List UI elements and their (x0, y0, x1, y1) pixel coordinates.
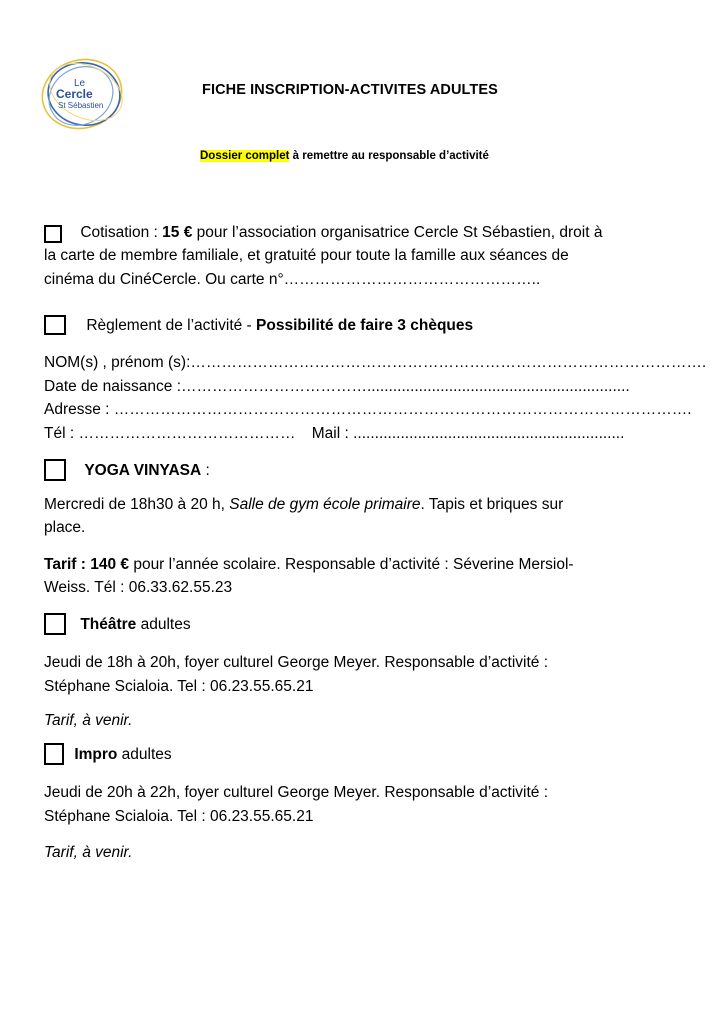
theatre-line-2: Stéphane Scialoia. Tel : 06.23.55.65.21 (44, 678, 314, 695)
cotisation-label: Cotisation : (80, 224, 163, 241)
impro-line-2: Stéphane Scialoia. Tel : 06.23.55.65.21 (44, 808, 314, 825)
reglement-line (44, 314, 473, 337)
impro-checkbox[interactable] (44, 743, 64, 765)
impro-heading (44, 743, 172, 766)
nom-field[interactable]: NOM(s) , prénom (s):………………………………………………………………………………………. (44, 354, 707, 371)
theatre-heading (44, 613, 191, 636)
yoga-venue: Salle de gym école primaire (229, 496, 421, 513)
theatre-line-1: Jeudi de 18h à 20h, foyer culturel George Meyer. Responsable d’activité : (44, 654, 549, 671)
date-naissance-field[interactable]: Date de naissance :………………………………............................................................. (44, 378, 630, 395)
cotisation-line-3: cinéma du CinéCercle. Ou carte n°………………………………………….. (44, 271, 541, 288)
logo-text-le: Le (74, 78, 86, 89)
impro-tarif: Tarif, à venir. (44, 844, 133, 861)
theatre-checkbox[interactable] (44, 613, 66, 635)
adresse-field[interactable]: Adresse : …………………………………………………………………………………………………. (44, 401, 692, 418)
tel-field[interactable]: Tél : …………………………………… (44, 425, 300, 442)
impro-line-1: Jeudi de 20h à 22h, foyer culturel George Meyer. Responsable d’activité : (44, 784, 549, 801)
page-subtitle (200, 150, 489, 162)
yoga-tarif-line-2: Weiss. Tél : 06.33.62.55.23 (44, 579, 233, 596)
cotisation-line-2: la carte de membre familiale, et gratuité pour toute la famille aux séances de (44, 247, 569, 264)
yoga-tarif-rest-1: pour l’année scolaire. Responsable d’activité : Séverine Mersiol- (129, 556, 574, 573)
yoga-title: YOGA VINYASA (84, 462, 202, 479)
yoga-title-suffix: : (201, 462, 210, 479)
impro-title: Impro (74, 746, 118, 763)
impro-title-suffix: adultes (117, 746, 172, 763)
yoga-schedule-line-1 (44, 493, 563, 516)
reglement-label: Règlement de l’activité - (86, 317, 257, 334)
logo-text-cercle: Cercle (56, 87, 93, 101)
yoga-schedule-c: . Tapis et briques sur (420, 496, 564, 513)
yoga-checkbox[interactable] (44, 459, 66, 481)
subtitle-highlight: Dossier complet (200, 150, 290, 162)
logo-text-st-sebastien: St Sébastien (58, 101, 104, 110)
subtitle-rest: à remettre au responsable d’activité (289, 150, 489, 162)
theatre-tarif: Tarif, à venir. (44, 712, 133, 729)
theatre-title: Théâtre (80, 616, 137, 633)
reglement-bold: Possibilité de faire 3 chèques (256, 317, 474, 334)
yoga-tarif-line-1 (44, 553, 574, 576)
cotisation-text-1: pour l’association organisatrice Cercle St Sébastien, droit à (192, 224, 603, 241)
theatre-title-suffix: adultes (136, 616, 191, 633)
cotisation-amount: 15 € (162, 224, 193, 241)
yoga-tarif-label: Tarif : 140 € (44, 556, 130, 573)
cercle-logo (34, 50, 134, 140)
reglement-checkbox[interactable] (44, 315, 66, 335)
cotisation-checkbox[interactable] (44, 225, 62, 243)
yoga-schedule-a: Mercredi de 18h30 à 20 h, (44, 496, 230, 513)
yoga-schedule-line-2: place. (44, 519, 86, 536)
mail-field[interactable]: Mail : ............................................................... (311, 425, 625, 442)
tel-mail-line (44, 422, 624, 445)
cotisation-line-1 (44, 221, 602, 244)
page-title: FICHE INSCRIPTION-ACTIVITES ADULTES (202, 82, 498, 98)
yoga-heading (44, 459, 210, 482)
